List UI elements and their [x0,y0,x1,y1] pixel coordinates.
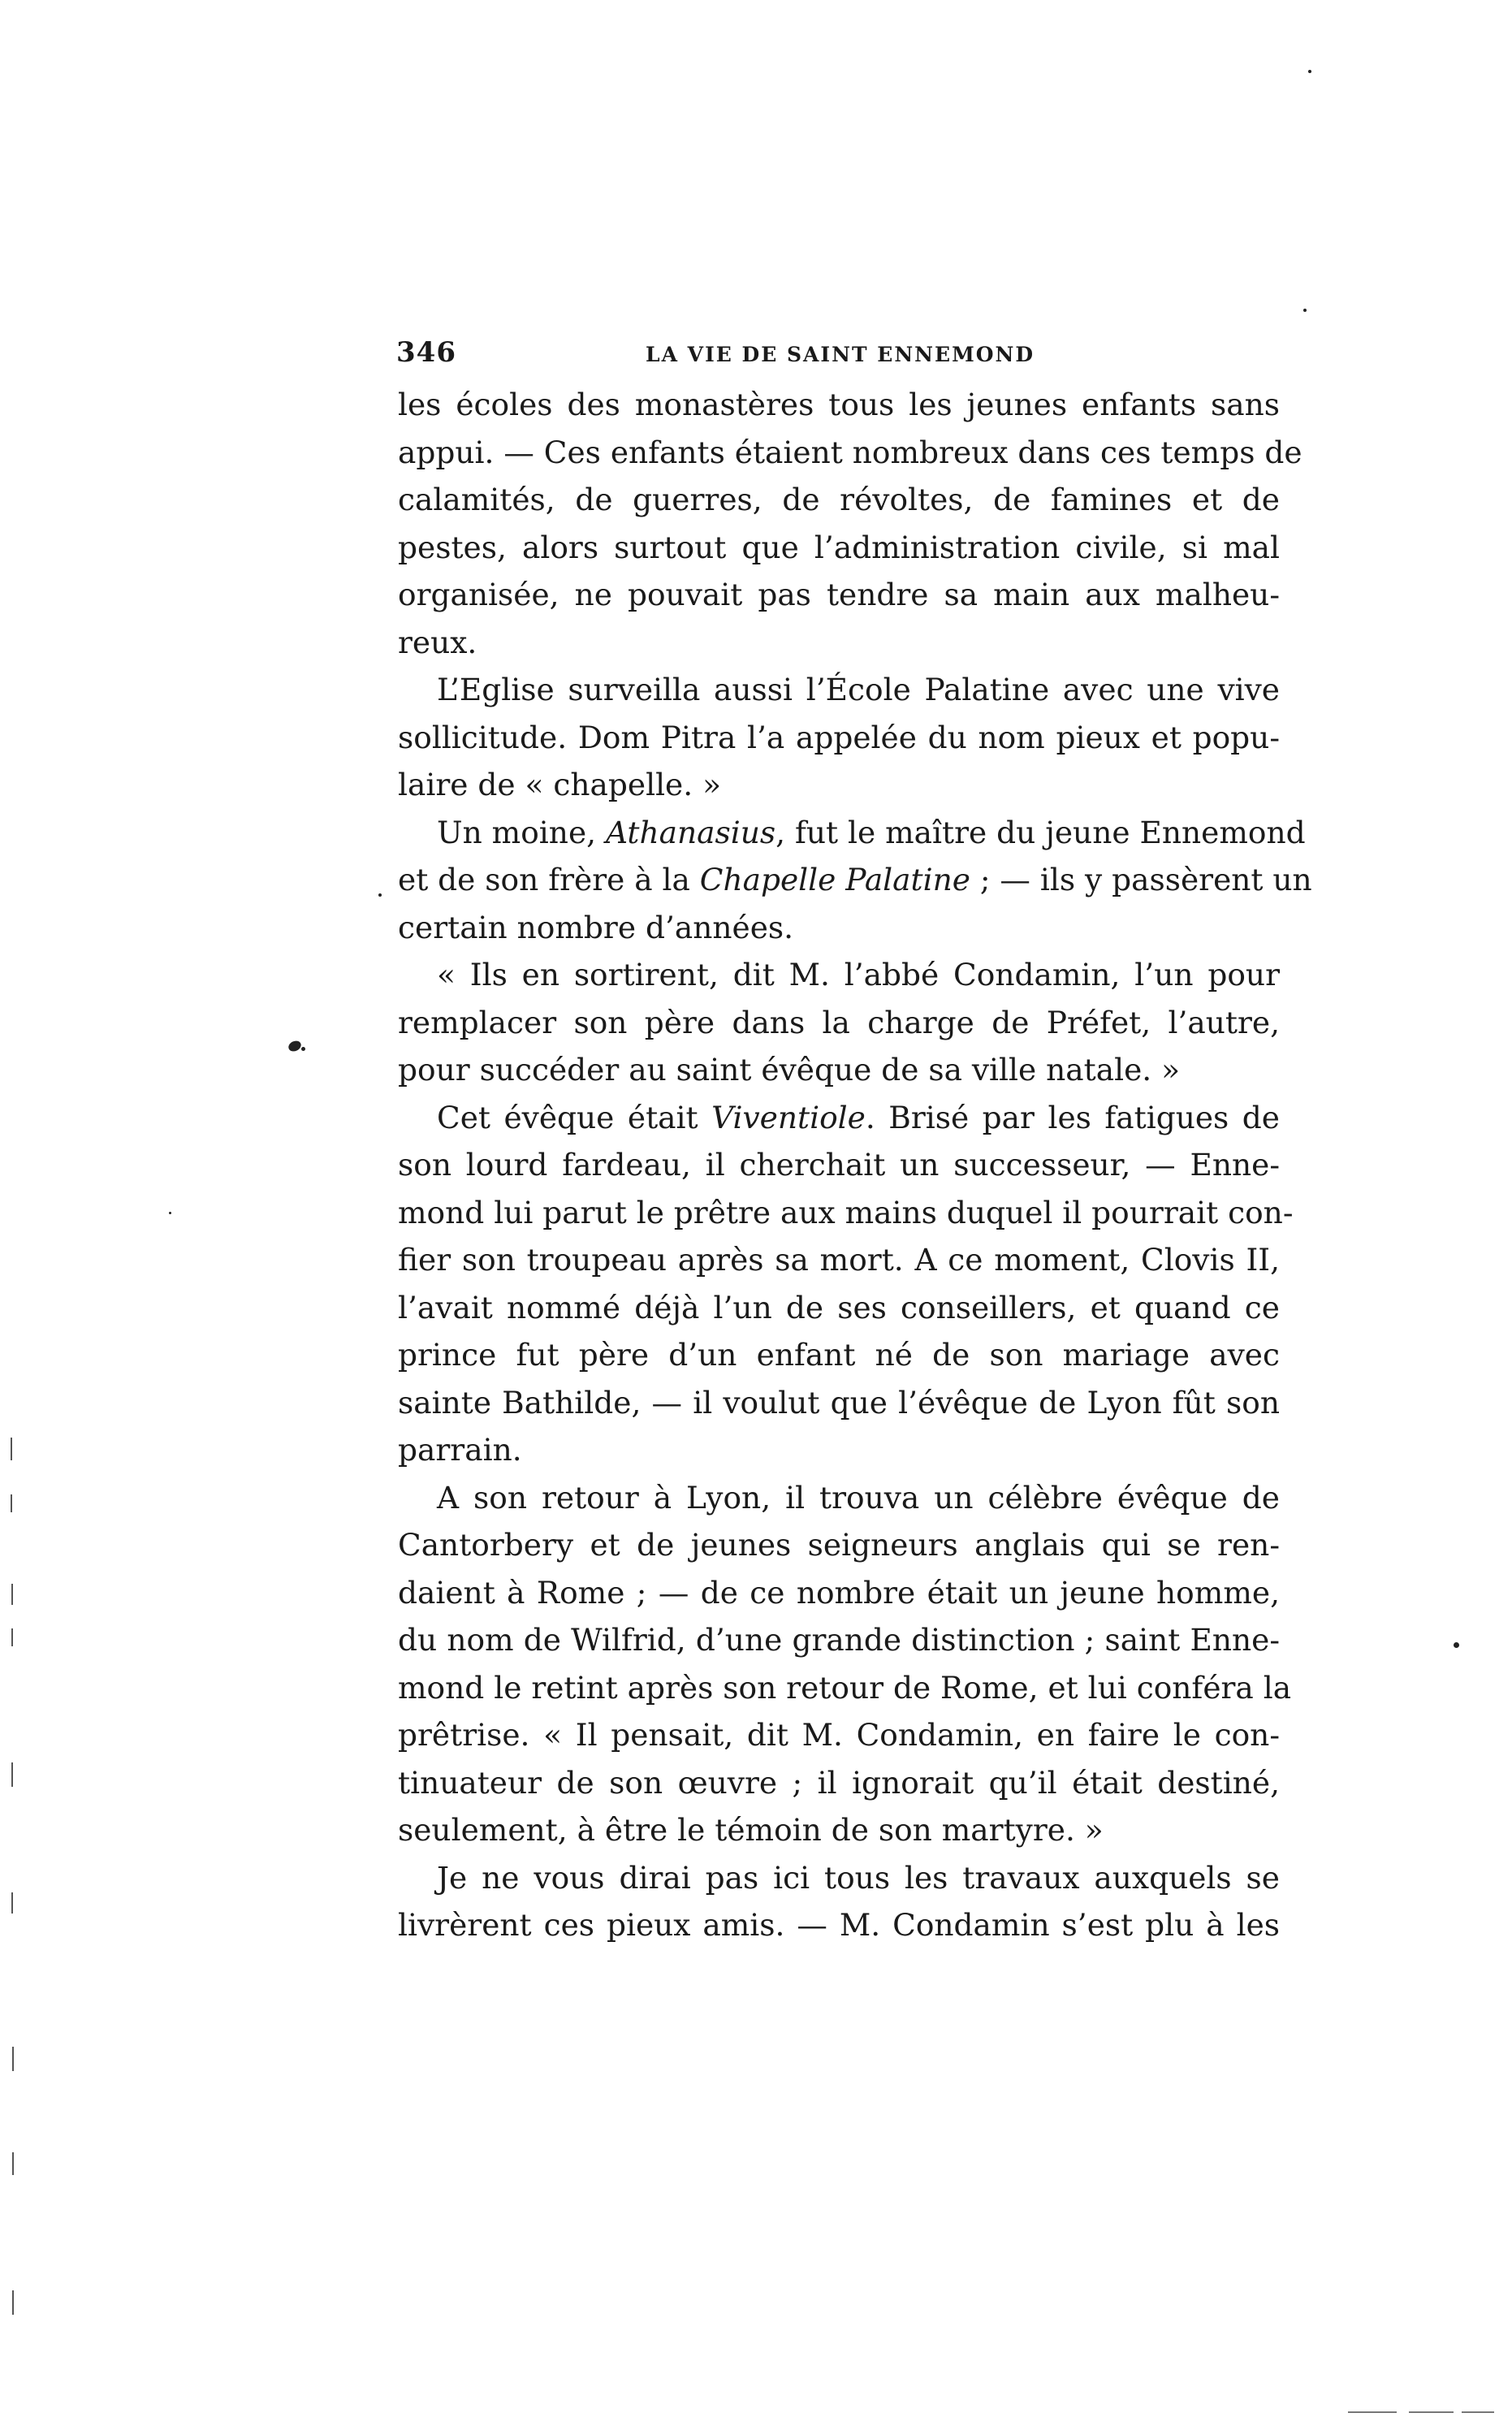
text-run: Cet évêque était [437,1099,712,1135]
text-line: son lourd fardeau, il cherchait un successeur, — Enne- [398,1147,1280,1183]
margin-mark [11,1494,12,1512]
text-line: reux. [398,624,477,660]
text-line: calamités, de guerres, de révoltes, de famines et de [398,482,1280,517]
text-line: L’Eglise surveilla aussi l’École Palatine avec une vive [437,672,1280,707]
italic-name: Chapelle Palatine [699,862,970,897]
text-line: prince fut père d’un enfant né de son mariage avec [398,1337,1280,1373]
running-title: LA VIE DE SAINT ENNEMOND [646,343,1035,366]
text-line: sollicitude. Dom Pitra l’a appelée du nom pieux et popu- [398,719,1280,755]
page-number: 346 [396,336,456,369]
text-line [398,809,1306,857]
margin-mark [11,1892,13,1914]
text-run: Un moine, [437,814,606,850]
text-line: appui. — Ces enfants étaient nombreux dans ces temps de [398,434,1302,470]
text-line: Je ne vous dirai pas ici tous les travaux auxquels se [437,1859,1280,1896]
text-line: remplacer son père dans la charge de Préfet, l’autre, [398,1004,1280,1040]
text-line: du nom de Wilfrid, d’une grande distinction ; saint Enne- [398,1622,1280,1658]
page-header [396,336,1283,377]
text-line: certain nombre d’années. [398,909,794,945]
bottom-rule [1409,2411,1454,2413]
text-run: , fut le maître du jeune Ennemond [775,814,1306,850]
text-run: ; — ils y passèrent un [970,862,1312,897]
text-line: daient à Rome ; — de ce nombre était un jeune homme, [398,1574,1280,1611]
bottom-rule [1462,2411,1494,2413]
margin-mark [11,1584,13,1605]
italic-name: Viventiole [711,1099,866,1135]
margin-mark [11,1628,13,1646]
text-line [398,856,1312,904]
text-line: pestes, alors surtout que l’administration civile, si mal [398,529,1280,565]
text-line: mond le retint après son retour de Rome, et lui conféra la [398,1669,1292,1706]
text-line: laire de « chapelle. » [398,767,722,802]
text-line: Cantorbery et de jeunes seigneurs anglais qui se ren- [398,1527,1280,1563]
ink-speck [1454,1642,1459,1648]
text-line: « Ils en sortirent, dit M. l’abbé Condamin, l’un pour [437,957,1280,992]
ink-speck [169,1212,171,1214]
text-line: fier son troupeau après sa mort. A ce moment, Clovis II, [398,1242,1280,1278]
text-run: et de son frère à la [398,862,700,897]
text-line: livrèrent ces pieux amis. — M. Condamin s’est plu à les [398,1907,1280,1943]
ink-speck [378,893,382,897]
ink-speck [301,1047,305,1051]
text-line: sainte Bathilde, — il voulut que l’évêque de Lyon fût son [398,1384,1280,1421]
margin-mark [11,1438,12,1460]
text-line: seulement, à être le témoin de son martyre. » [398,1812,1104,1848]
text-run: . Brisé par les fatigues de [865,1099,1280,1135]
margin-mark [12,2152,14,2175]
ink-speck [287,1039,303,1053]
ink-speck [1303,309,1307,312]
italic-name: Athanasius [606,814,776,850]
text-line: pour succéder au saint évêque de sa ville natale. » [398,1052,1181,1088]
text-line: tinuateur de son œuvre ; il ignorait qu’il était destiné, [398,1764,1280,1801]
text-line: l’avait nommé déjà l’un de ses conseillers, et quand ce [398,1289,1280,1325]
margin-mark [11,1762,13,1787]
text-line: organisée, ne pouvait pas tendre sa main aux malheu- [398,577,1280,612]
text-line: prêtrise. « Il pensait, dit M. Condamin, en faire le con- [398,1717,1280,1753]
text-line [398,1094,1280,1142]
text-line: les écoles des monastères tous les jeunes enfants sans [398,387,1280,422]
text-line: A son retour à Lyon, il trouva un célèbre évêque de [437,1479,1280,1516]
ink-speck [1308,70,1311,73]
text-line: parrain. [398,1432,522,1468]
margin-mark [12,2290,14,2315]
bottom-rule [1348,2411,1397,2413]
margin-mark [12,2047,14,2071]
text-line: mond lui parut le prêtre aux mains duquel il pourrait con- [398,1194,1294,1230]
body-text [398,381,1312,1949]
